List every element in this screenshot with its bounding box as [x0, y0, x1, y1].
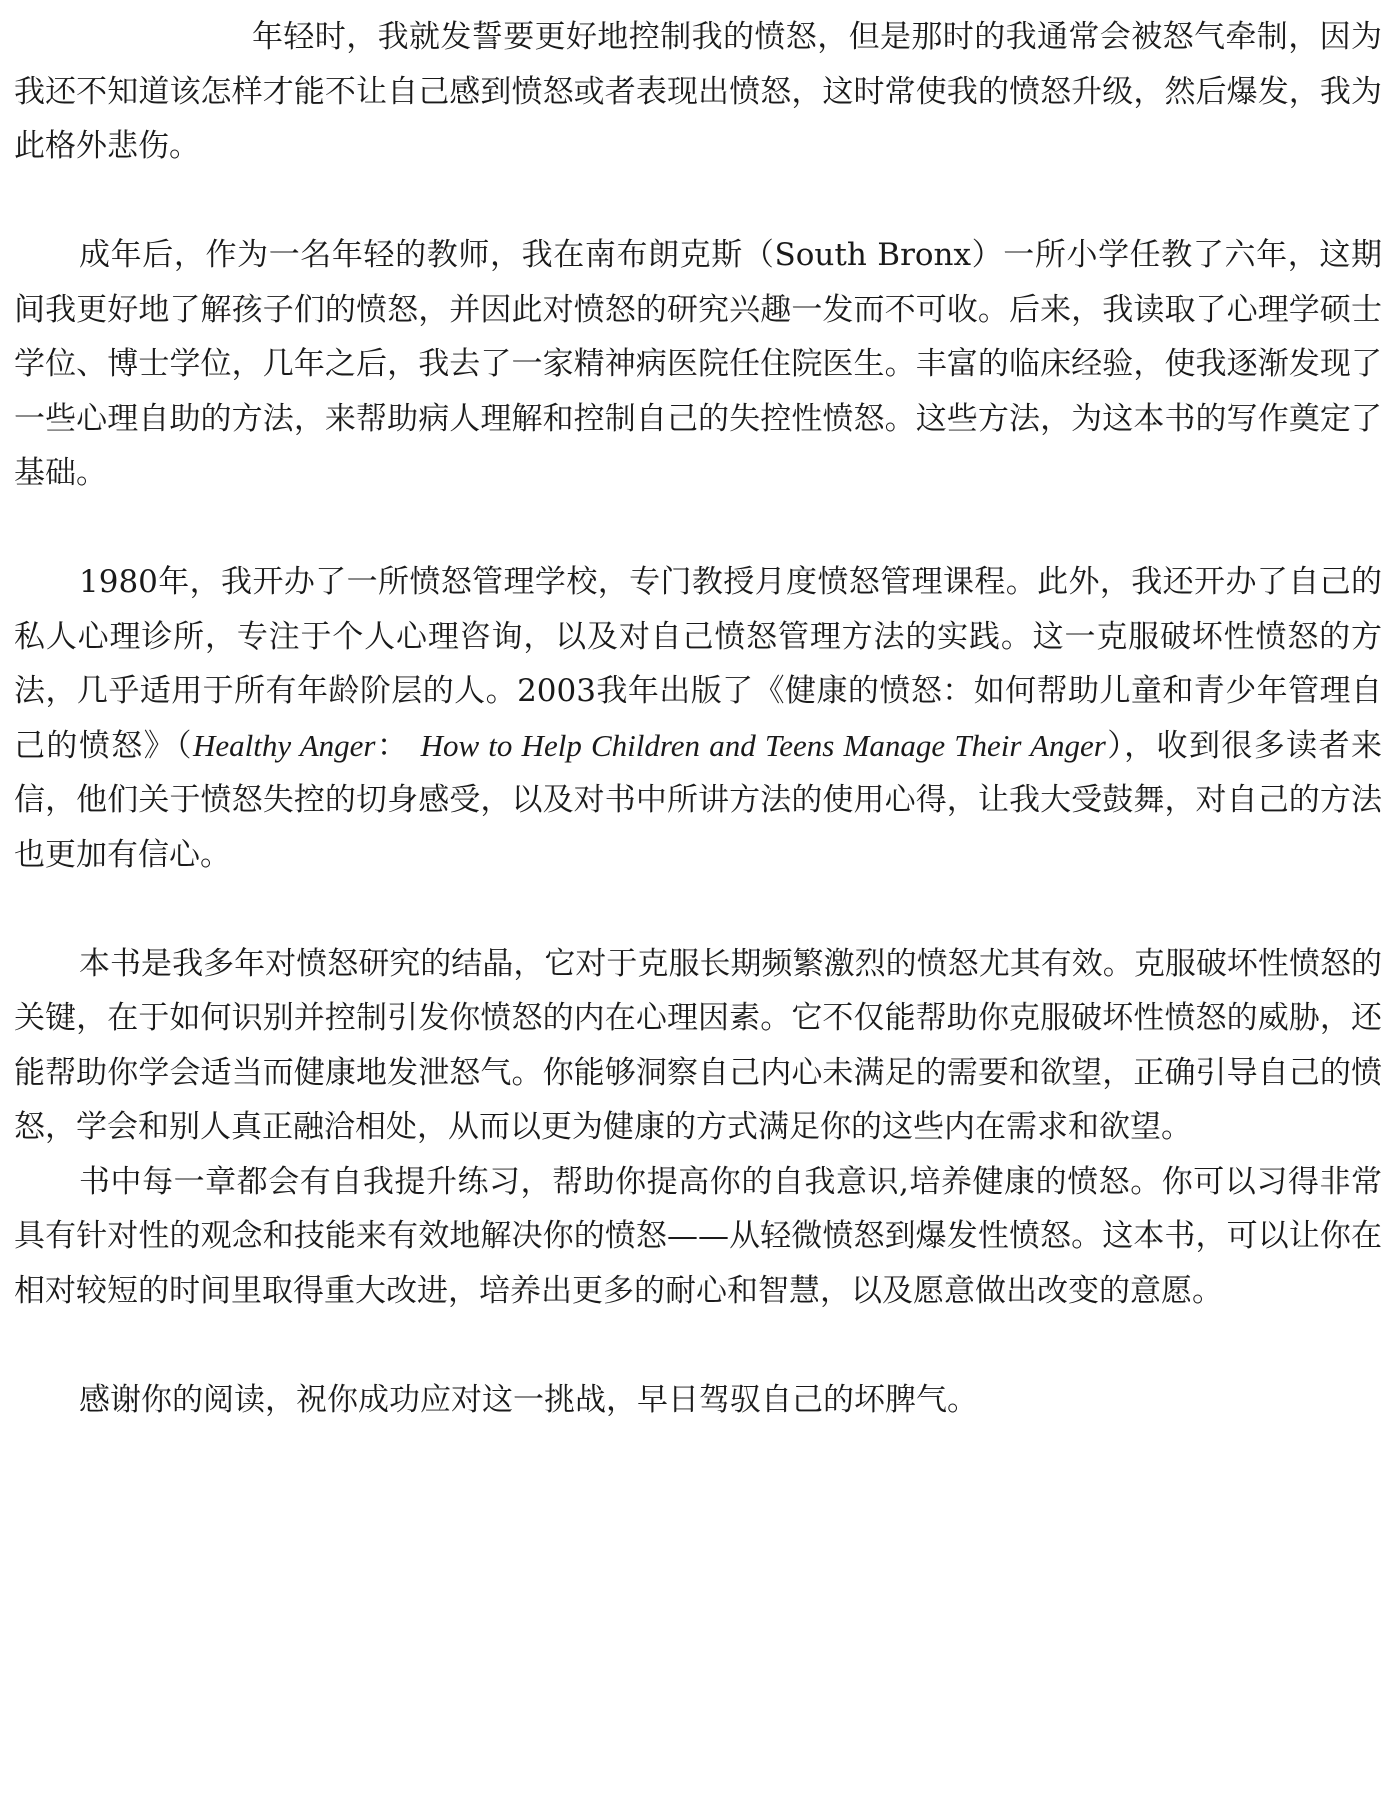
document-page — [14, 10, 1382, 1427]
paragraph-spacer — [14, 1318, 1382, 1373]
paragraph-thanks: 感谢你的阅读，祝你成功应对这一挑战，早日驾驭自己的坏脾气。 — [79, 1381, 978, 1418]
paragraph-spacer — [14, 501, 1382, 556]
paragraph-teaching-career: 成年后，作为一名年轻的教师，我在南布朗克斯（South Bronx）一所小学任教了六年，这期间我更好地了解孩子们的愤怒，并因此对愤怒的研究兴趣一发而不可收。后来，我读取了心理学硕士学位、博士学位，几年之后，我去了一家精神病医院任住院医生。丰富的临床经验，使我逐渐发现了一些心理自助的方法，来帮助病人理解和控制自己的失控性愤怒。这些方法，为这本书的写作奠定了基础。 — [14, 237, 1382, 491]
paragraph-exercises: 书中每一章都会有自我提升练习，帮助你提高你的自我意识,培养健康的愤怒。你可以习得非常具有针对性的观念和技能来有效地解决你的愤怒——从轻微愤怒到爆发性愤怒。这本书，可以让你在相对较短的时间里取得重大改进，培养出更多的耐心和智慧，以及愿意做出改变的意愿。 — [14, 1163, 1382, 1309]
title-colon: ： — [375, 727, 410, 764]
paragraph-youth-anger: 年轻时，我就发誓要更好地控制我的愤怒，但是那时的我通常会被怒气牵制，因为我还不知道该怎样才能不让自己感到愤怒或者表现出愤怒，这时常使我的愤怒升级，然后爆发，我为此格外悲伤。 — [14, 19, 1382, 164]
paragraph-book-summary: 本书是我多年对愤怒研究的结晶，它对于克服长期频繁激烈的愤怒尤其有效。克服破坏性愤怒的关键，在于如何识别并控制引发你愤怒的内在心理因素。它不仅能帮助你克服破坏性愤怒的威胁，还能帮助你学会适当而健康地发泄怒气。你能够洞察自己内心未满足的需要和欲望，正确引导自己的愤怒，学会和别人真正融洽相处，从而以更为健康的方式满足你的这些内在需求和欲望。 — [14, 945, 1382, 1145]
paragraph-spacer — [14, 174, 1382, 229]
book-title-english: Healthy Anger — [192, 727, 376, 763]
paragraph-spacer — [14, 882, 1382, 937]
book-subtitle-english: How to Help Children and Teens Manage Their Anger — [420, 727, 1106, 763]
paragraph-anger-school — [14, 555, 1382, 882]
paragraph-text: ），收到很多读者来信，他们关于愤怒失控的切身感受，以及对书中所讲方法的使用心得，让我大受鼓舞，对自己的方法也更加有信心。 — [14, 727, 1382, 873]
paragraph-text: 1980年，我开办了一所愤怒管理学校，专门教授月度愤怒管理课程。此外，我还开办了自己的私人心理诊所，专注于个人心理咨询，以及对自己愤怒管理方法的实践。这一克服破坏性愤怒的方法，几乎适用于所有年龄阶层的人。2003我年出版了《健康的愤怒：如何帮助儿童和青少年管理自己的愤怒》（ — [14, 564, 1382, 764]
